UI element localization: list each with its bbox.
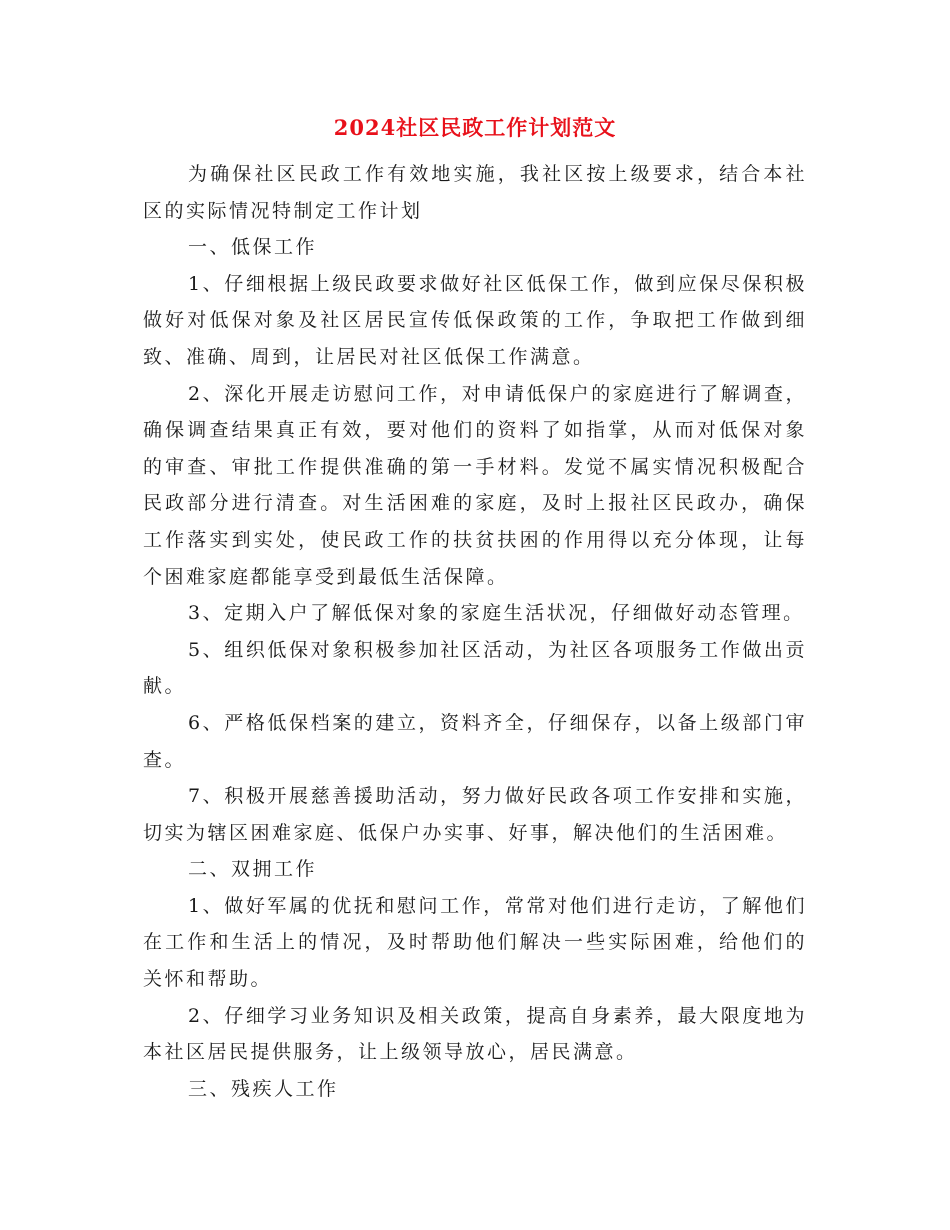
paragraph-item: 2、深化开展走访慰问工作，对申请低保户的家庭进行了解调查，确保调查结果真正有效，要对他们的资料了如指掌，从而对低保对象的审查、审批工作提供准确的第一手材料。发觉不属实情况积极配合民政部分进行清查。对生活困难的家庭，及时上报社区民政办，确保工作落实到实处，使民政工作的扶贫扶困的作用得以充分体现，让每个困难家庭都能享受到最低生活保障。 [143, 382, 807, 588]
section-heading-disabled: 三、残疾人工作 [188, 1077, 339, 1100]
paragraph-item: 3、定期入户了解低保对象的家庭生活状况，仔细做好动态管理。 [188, 602, 805, 625]
paragraph-item: 7、积极开展慈善援助活动，努力做好民政各项工作安排和实施，切实为辖区困难家庭、低保户办实事、好事，解决他们的生活困难。 [143, 785, 807, 844]
paragraph-intro: 为确保社区民政工作有效地实施，我社区按上级要求，结合本社区的实际情况特制定工作计划 [143, 163, 807, 222]
section-heading-low-income: 一、低保工作 [188, 236, 318, 259]
paragraph-item: 5、组织低保对象积极参加社区活动，为社区各项服务工作做出贡献。 [143, 638, 807, 698]
document-body [143, 156, 807, 1107]
paragraph-item: 6、严格低保档案的建立，资料齐全，仔细保存，以备上级部门审查。 [143, 711, 807, 771]
paragraph-item: 2、仔细学习业务知识及相关政策，提高自身素养，最大限度地为本社区居民提供服务，让上级领导放心，居民满意。 [143, 1004, 807, 1064]
paragraph-item: 1、仔细根据上级民政要求做好社区低保工作，做到应保尽保积极做好对低保对象及社区居民宣传低保政策的工作，争取把工作做到细致、准确、周到，让居民对社区低保工作满意。 [143, 272, 807, 368]
paragraph-item: 1、做好军属的优抚和慰问工作，常常对他们进行走访，了解他们在工作和生活上的情况，及时帮助他们解决一些实际困难，给他们的关怀和帮助。 [143, 894, 807, 991]
section-heading-double-support: 二、双拥工作 [188, 858, 318, 881]
document-title: 2024社区民政工作计划范文 [333, 115, 617, 140]
